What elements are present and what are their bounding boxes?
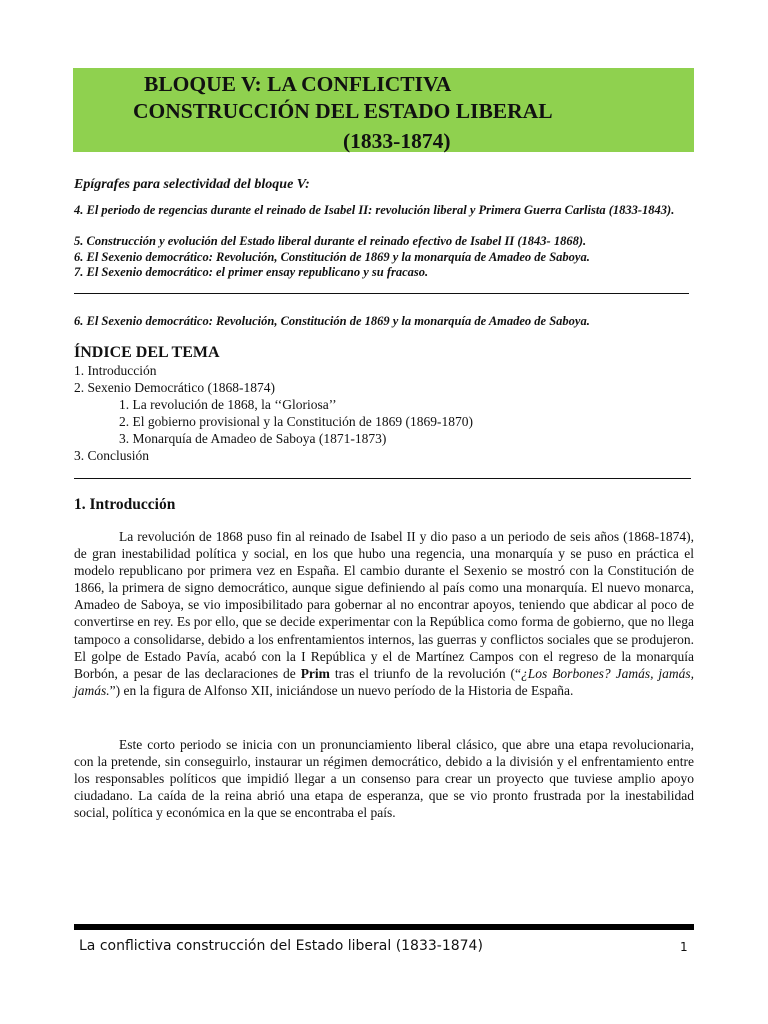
page-number: 1: [680, 940, 688, 954]
quote-text: ¿Los Borbones? Jamás, jamás, jamás.: [74, 665, 695, 698]
epigrafe-item: 5. Construcción y evolución del Estado liberal durante el reinado efectivo de Isabel II (1843- 1868).: [74, 234, 587, 248]
paragraph-text: La revolución de 1868 puso fin al reinado de Isabel II y dio paso a un periodo de seis años (1868-1874), de gran inestabilidad política y social, en los que hubo una regencia, una monarquía y se puso en práctica el modelo republicano por primera vez en España. El cambio durante el Sexenio se mostró con la Constitución de 1866, la primera de signo democrático, aunque sigue definiendo al país como una monarquía. El nuevo monarca, Amadeo de Saboya, se vio imposibilitado para gobernar al no encontrar apoyos, teniendo que abdicar al poco de convertirse en rey. Es por ello, que se decide experimentar con la República como forma de gobierno, que no llega tampoco a consolidarse, debido a los enfrentamientos internos, las guerras y conflictos sociales que se produjeron. El golpe de Estado Pavía, acabó con la I República y el de Martínez Campos con el regreso de la monarquía Borbón, a pesar de las declaraciones de: [74, 529, 694, 681]
title-line-2: CONSTRUCCIÓN DEL ESTADO LIBERAL: [133, 99, 553, 123]
index-subitem: 2. El gobierno provisional y la Constitución de 1869 (1869-1870): [119, 414, 473, 429]
horizontal-divider: [74, 478, 691, 479]
horizontal-divider: [74, 293, 689, 294]
paragraph-text: ”) en la figura de Alfonso XII, iniciándose un nuevo período de la Historia de España.: [109, 682, 574, 698]
index-item: 3. Conclusión: [74, 448, 150, 463]
index-title: ÍNDICE DEL TEMA: [74, 344, 220, 361]
paragraph-text: tras el triunfo de la revolución (“: [334, 665, 522, 681]
index-item: 1. Introducción: [74, 363, 157, 378]
body-paragraph: Este corto periodo se inicia con un pronunciamiento liberal clásico, que abre una etapa revolucionaria, con la pretende, sin conseguirlo, instaurar un régimen democrático, debido a la división y el enfrentamiento entre los responsables políticos que impidió llegar a un consenso para crear un proyecto que tuviese amplio apoyo ciudadano. La caída de la reina abrió una etapa de esperanza, que se vio pronto frustrada por la inestabilidad social, política y económica en la que se encontraba el país.: [74, 737, 694, 821]
footer-rule: [74, 924, 694, 930]
index-subitem: 3. Monarquía de Amadeo de Saboya (1871-1873): [119, 431, 387, 446]
epigrafes-heading: Epígrafes para selectividad del bloque V:: [74, 177, 310, 192]
index-item: 2. Sexenio Democrático (1868-1874): [74, 380, 275, 395]
title-line-3: (1833-1874): [343, 129, 451, 153]
epigrafe-item: 6. El Sexenio democrático: Revolución, Constitución de 1869 y la monarquía de Amadeo de Saboya.: [74, 250, 590, 264]
section-title: 1. Introducción: [74, 496, 176, 513]
epigrafe-item: 7. El Sexenio democrático: el primer ensay republicano y su fracaso.: [74, 265, 429, 279]
footer-title: La conflictiva construcción del Estado liberal (1833-1874): [79, 938, 483, 954]
epigrafe-item: 4. El periodo de regencias durante el reinado de Isabel II: revolución liberal y Primera Guerra Carlista (1833-1843).: [74, 203, 675, 217]
index-subitem: 1. La revolución de 1868, la ‘‘Gloriosa’’: [119, 397, 337, 412]
bold-name: Prim: [300, 665, 330, 681]
body-paragraph: [74, 528, 694, 699]
title-line-1: BLOQUE V: LA CONFLICTIVA: [144, 72, 452, 96]
current-epigrafe: 6. El Sexenio democrático: Revolución, Constitución de 1869 y la monarquía de Amadeo de Saboya.: [74, 314, 590, 328]
